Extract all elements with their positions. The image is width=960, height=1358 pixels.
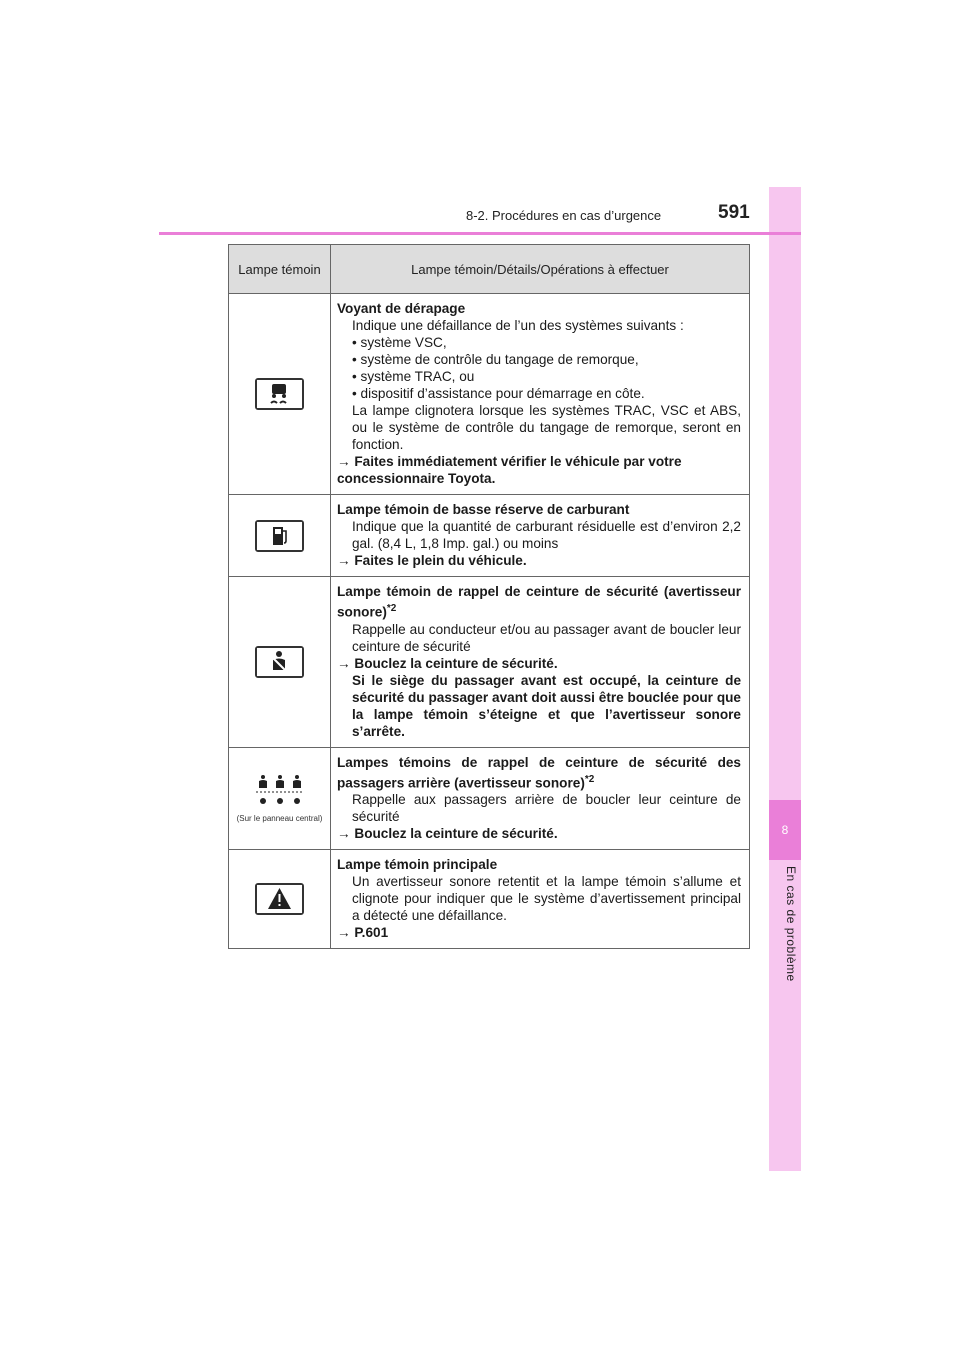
skid-warning-icon <box>255 378 304 410</box>
footnote-mark: *2 <box>584 773 595 785</box>
column-header-details: Lampe témoin/Détails/Opérations à effectuer <box>331 245 750 294</box>
rear-seatbelt-icon <box>255 773 305 812</box>
icon-cell <box>229 495 331 577</box>
bullet-item: • système VSC, <box>352 335 447 350</box>
icon-cell <box>229 577 331 748</box>
page-number: 591 <box>718 202 750 223</box>
column-header-lamp: Lampe témoin <box>229 245 331 294</box>
row-title <box>337 583 741 621</box>
master-warning-icon <box>255 883 304 915</box>
row-intro: Indique une défaillance de l’un des systèmes suivants : <box>352 318 684 333</box>
details-cell <box>331 294 750 495</box>
table-row <box>229 577 750 748</box>
row-action: → Faites le plein du véhicule. <box>337 553 527 568</box>
table-row <box>229 747 750 850</box>
table-header-row <box>229 245 750 294</box>
row-description: Un avertisseur sonore retentit et la lampe témoin s’allume et clignote pour indiquer que le système d’avertissement principal a détecté une défaillance. <box>352 874 741 924</box>
footnote-mark: *2 <box>386 603 397 614</box>
details-cell <box>331 747 750 850</box>
row-action: → Faites immédiatement vérifier le véhicule par votre concessionnaire Toyota. <box>337 454 682 486</box>
details-cell <box>331 850 750 949</box>
icon-cell <box>229 850 331 949</box>
row-title-text: Lampe témoin de rappel de ceinture de sécurité (avertisseur sonore) <box>337 584 741 620</box>
icon-cell <box>229 294 331 495</box>
row-title <box>337 754 741 792</box>
row-action: → Bouclez la ceinture de sécurité. <box>337 826 558 842</box>
details-cell <box>331 495 750 577</box>
warning-table <box>228 244 750 949</box>
bullet-item: • dispositif d’assistance pour démarrage en côte. <box>352 386 645 401</box>
seatbelt-icon <box>255 646 304 678</box>
row-title: Lampe témoin principale <box>337 857 498 873</box>
table-row <box>229 294 750 495</box>
row-action: → P.601 <box>337 925 389 941</box>
row-note: La lampe clignotera lorsque les systèmes TRAC, VSC et ABS, ou le système de contrôle du tangage de remorque, seront en fonction. <box>352 403 741 452</box>
row-description: Rappelle aux passagers arrière de boucler leur ceinture de sécurité <box>352 792 741 825</box>
table-row <box>229 495 750 577</box>
bullet-item: • système de contrôle du tangage de remorque, <box>352 352 639 367</box>
table-row <box>229 850 750 949</box>
side-tab <box>769 187 801 1171</box>
bullet-item: • système TRAC, ou <box>352 369 475 384</box>
row-title-text: Lampes témoins de rappel de ceinture de sécurité des passagers arrière (avertisseur sonore) <box>337 754 741 791</box>
fuel-pump-icon <box>255 520 304 552</box>
icon-caption: (Sur le panneau central) <box>236 814 323 824</box>
row-action: → Bouclez la ceinture de sécurité. <box>337 655 558 671</box>
row-title: Voyant de dérapage <box>337 301 466 316</box>
icon-cell <box>229 747 331 850</box>
chapter-label: En cas de problème <box>784 866 798 982</box>
row-description: Rappelle au conducteur et/ou au passager avant de boucler leur ceinture de sécurité <box>352 621 741 654</box>
row-action-note: Si le siège du passager avant est occupé, la ceinture de sécurité du passager avant doit aussi être bouclée pour que la lampe témoin s’éteigne et que l’avertisseur sonore s’arrête. <box>352 672 741 739</box>
details-cell <box>331 577 750 748</box>
row-description: Indique que la quantité de carburant résiduelle est d’environ 2,2 gal. (8,4 L, 1,8 Imp. gal.) ou moins <box>352 519 741 551</box>
row-title: Lampe témoin de basse réserve de carburant <box>337 502 630 517</box>
header-rule <box>159 232 801 235</box>
section-title: 8-2. Procédures en cas d’urgence <box>466 208 662 223</box>
chapter-number: 8 <box>769 800 801 860</box>
